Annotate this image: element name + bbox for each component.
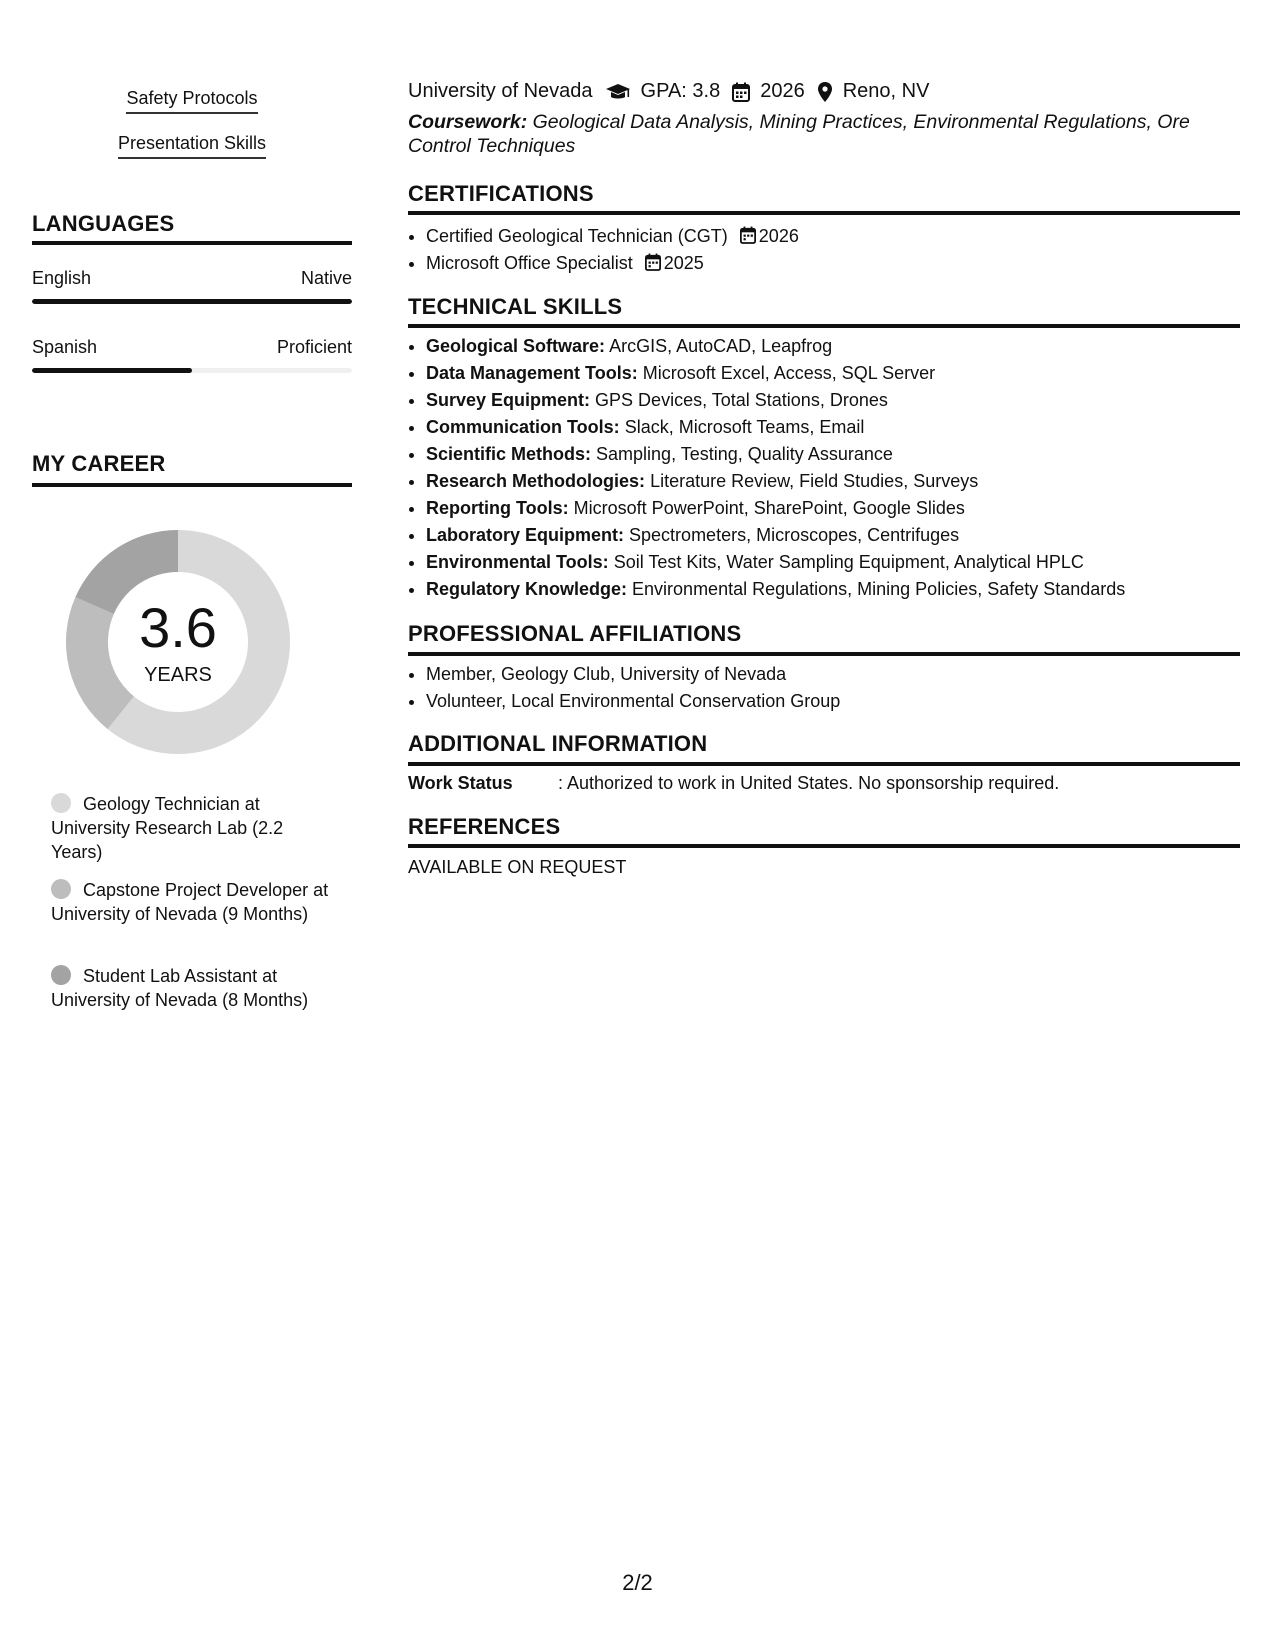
list-item: • Scientific Methods: Sampling, Testing, Quality Assurance (426, 441, 1256, 468)
language-row (32, 268, 352, 289)
list-item: • Geological Software: ArcGIS, AutoCAD, Leapfrog (426, 333, 1256, 360)
list-item: • Environmental Tools: Soil Test Kits, Water Sampling Equipment, Analytical HPLC (426, 549, 1256, 576)
references-title: REFERENCES (408, 814, 561, 839)
work-status: Work Status : Authorized to work in United States. No sponsorship required. (408, 773, 1060, 793)
calendar-icon (732, 82, 750, 102)
affiliations-title: PROFESSIONAL AFFILIATIONS (408, 621, 742, 646)
calendar-icon (645, 252, 661, 279)
language-bar (32, 299, 352, 304)
list-item: • Microsoft Office Specialist 2025 (426, 250, 1256, 277)
section-divider (408, 652, 1240, 656)
school-name: University of Nevada (408, 80, 593, 102)
languages-title: LANGUAGES (32, 211, 175, 236)
list-item: • Laboratory Equipment: Spectrometers, Microscopes, Centrifuges (426, 522, 1256, 549)
list-item: • Communication Tools: Slack, Microsoft Teams, Email (426, 414, 1256, 441)
list-item: • Research Methodologies: Literature Review, Field Studies, Surveys (426, 468, 1256, 495)
certifications-list (408, 223, 1256, 277)
location: Reno, NV (842, 80, 930, 102)
skill-tag: Safety Protocols (32, 88, 352, 114)
additional-info-title: ADDITIONAL INFORMATION (408, 731, 708, 756)
list-item: • Survey Equipment: GPS Devices, Total Stations, Drones (426, 387, 1256, 414)
list-item: • Data Management Tools: Microsoft Excel, Access, SQL Server (426, 360, 1256, 387)
page-number: 2/2 (622, 1570, 653, 1595)
legend-dot-icon (51, 879, 71, 899)
gpa: GPA: 3.8 (640, 80, 721, 102)
language-bar-fill (32, 368, 192, 373)
education-line (408, 80, 929, 103)
certifications-title: CERTIFICATIONS (408, 181, 594, 206)
career-title: MY CAREER (32, 451, 166, 476)
language-name: English (32, 268, 92, 288)
calendar-icon (740, 225, 756, 252)
affiliations-list (408, 661, 1256, 715)
language-bar (32, 368, 352, 373)
technical-skills-title: TECHNICAL SKILLS (408, 294, 623, 319)
technical-skills-list (408, 333, 1256, 603)
skill-tag: Presentation Skills (32, 133, 352, 159)
career-legend-item: Student Lab Assistant at University of Nevada (8 Months) (51, 966, 309, 1010)
section-divider (32, 241, 352, 245)
section-divider (408, 211, 1240, 215)
legend-dot-icon (51, 965, 71, 985)
references-text: AVAILABLE ON REQUEST (408, 857, 627, 877)
graduation-year: 2026 (760, 80, 805, 102)
list-item: • Certified Geological Technician (CGT) 2026 (426, 223, 1256, 250)
section-divider (408, 844, 1240, 848)
list-item: • Regulatory Knowledge: Environmental Regulations, Mining Policies, Safety Standards (426, 576, 1256, 603)
section-divider (408, 324, 1240, 328)
language-bar-fill (32, 299, 352, 304)
career-legend-item: Geology Technician at University Research Lab (2.2 Years) (51, 794, 284, 862)
list-item: • Volunteer, Local Environmental Conservation Group (426, 688, 1256, 715)
legend-dot-icon (51, 793, 71, 813)
coursework: Coursework: Geological Data Analysis, Mining Practices, Environmental Regulations, Ore Control Techniques (408, 111, 1190, 157)
section-divider (408, 762, 1240, 766)
career-legend-item: Capstone Project Developer at University of Nevada (9 Months) (51, 880, 329, 924)
language-row (32, 337, 352, 358)
graduation-cap-icon (605, 82, 631, 102)
list-item: • Member, Geology Club, University of Nevada (426, 661, 1256, 688)
language-name: Spanish (32, 337, 98, 357)
location-pin-icon (817, 81, 833, 103)
language-level: Proficient (276, 337, 352, 357)
language-level: Native (300, 268, 352, 288)
list-item: • Reporting Tools: Microsoft PowerPoint, SharePoint, Google Slides (426, 495, 1256, 522)
career-total-years: 3.6 (139, 596, 217, 659)
career-total-unit: YEARS (144, 664, 212, 686)
section-divider (32, 483, 352, 487)
